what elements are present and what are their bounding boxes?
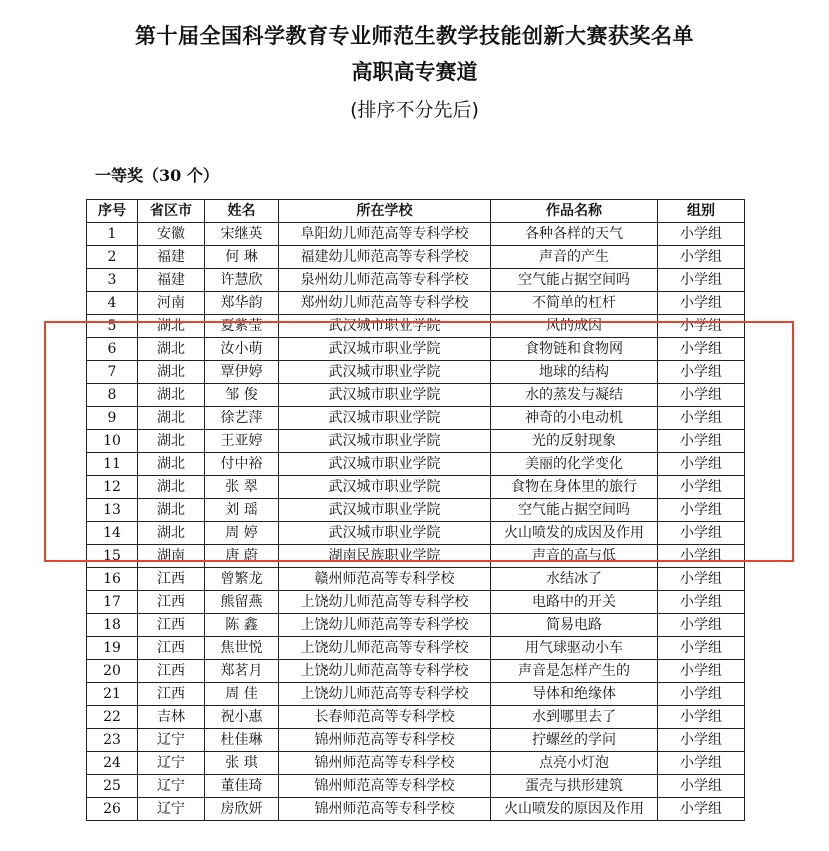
cell-province: 辽宁 bbox=[138, 729, 205, 752]
cell-province: 湖北 bbox=[138, 407, 205, 430]
cell-school: 阜阳幼儿师范高等专科学校 bbox=[279, 223, 491, 246]
cell-work-title: 空气能占据空间吗 bbox=[491, 499, 658, 522]
section-heading: 一等奖（30 个） bbox=[95, 166, 219, 185]
document-note: (排序不分先后) bbox=[350, 99, 479, 121]
cell-province: 湖北 bbox=[138, 453, 205, 476]
cell-school: 上饶幼儿师范高等专科学校 bbox=[279, 660, 491, 683]
cell-name: 唐 蔚 bbox=[205, 545, 279, 568]
cell-province: 湖北 bbox=[138, 315, 205, 338]
cell-group: 小学组 bbox=[658, 269, 745, 292]
cell-group: 小学组 bbox=[658, 292, 745, 315]
cell-work-title: 神奇的小电动机 bbox=[491, 407, 658, 430]
cell-school: 武汉城市职业学院 bbox=[279, 315, 491, 338]
cell-group: 小学组 bbox=[658, 338, 745, 361]
cell-name: 汝小萌 bbox=[205, 338, 279, 361]
cell-name: 宋继英 bbox=[205, 223, 279, 246]
cell-school: 长春师范高等专科学校 bbox=[279, 706, 491, 729]
cell-group: 小学组 bbox=[658, 614, 745, 637]
cell-province: 湖北 bbox=[138, 361, 205, 384]
cell-index: 8 bbox=[87, 384, 138, 407]
cell-index: 11 bbox=[87, 453, 138, 476]
cell-index: 4 bbox=[87, 292, 138, 315]
cell-name: 周 佳 bbox=[205, 683, 279, 706]
cell-work-title: 水到哪里去了 bbox=[491, 706, 658, 729]
header-cell-name: 姓名 bbox=[205, 200, 279, 223]
cell-group: 小学组 bbox=[658, 315, 745, 338]
cell-name: 王亚婷 bbox=[205, 430, 279, 453]
cell-school: 武汉城市职业学院 bbox=[279, 499, 491, 522]
cell-school: 湖南民族职业学院 bbox=[279, 545, 491, 568]
table-row bbox=[87, 637, 745, 660]
cell-school: 郑州幼儿师范高等专科学校 bbox=[279, 292, 491, 315]
cell-index: 3 bbox=[87, 269, 138, 292]
cell-province: 湖北 bbox=[138, 384, 205, 407]
cell-group: 小学组 bbox=[658, 545, 745, 568]
cell-work-title: 水的蒸发与凝结 bbox=[491, 384, 658, 407]
cell-school: 锦州师范高等专科学校 bbox=[279, 729, 491, 752]
cell-work-title: 蛋壳与拱形建筑 bbox=[491, 775, 658, 798]
cell-name: 何 琳 bbox=[205, 246, 279, 269]
cell-index: 21 bbox=[87, 683, 138, 706]
table-row bbox=[87, 775, 745, 798]
cell-group: 小学组 bbox=[658, 706, 745, 729]
cell-work-title: 水结冰了 bbox=[491, 568, 658, 591]
cell-name: 付中裕 bbox=[205, 453, 279, 476]
cell-index: 19 bbox=[87, 637, 138, 660]
cell-group: 小学组 bbox=[658, 476, 745, 499]
cell-province: 辽宁 bbox=[138, 752, 205, 775]
cell-name: 周 婷 bbox=[205, 522, 279, 545]
cell-name: 郑茗月 bbox=[205, 660, 279, 683]
cell-index: 6 bbox=[87, 338, 138, 361]
cell-school: 武汉城市职业学院 bbox=[279, 522, 491, 545]
cell-province: 河南 bbox=[138, 292, 205, 315]
header-cell-group: 组别 bbox=[658, 200, 745, 223]
header-cell-work-title: 作品名称 bbox=[491, 200, 658, 223]
header-cell-school: 所在学校 bbox=[279, 200, 491, 223]
cell-province: 湖北 bbox=[138, 476, 205, 499]
table-row bbox=[87, 614, 745, 637]
cell-school: 武汉城市职业学院 bbox=[279, 430, 491, 453]
cell-name: 董佳琦 bbox=[205, 775, 279, 798]
cell-school: 锦州师范高等专科学校 bbox=[279, 798, 491, 821]
cell-province: 辽宁 bbox=[138, 798, 205, 821]
header-cell-index: 序号 bbox=[87, 200, 138, 223]
cell-name: 张 琪 bbox=[205, 752, 279, 775]
cell-group: 小学组 bbox=[658, 361, 745, 384]
cell-index: 10 bbox=[87, 430, 138, 453]
cell-group: 小学组 bbox=[658, 430, 745, 453]
cell-index: 12 bbox=[87, 476, 138, 499]
cell-index: 2 bbox=[87, 246, 138, 269]
cell-group: 小学组 bbox=[658, 407, 745, 430]
table-row bbox=[87, 752, 745, 775]
header-cell-province: 省区市 bbox=[138, 200, 205, 223]
cell-work-title: 火山喷发的成因及作用 bbox=[491, 522, 658, 545]
cell-province: 江西 bbox=[138, 568, 205, 591]
highlight-box bbox=[44, 321, 794, 562]
cell-school: 上饶幼儿师范高等专科学校 bbox=[279, 614, 491, 637]
table-row bbox=[87, 246, 745, 269]
cell-province: 福建 bbox=[138, 246, 205, 269]
cell-school: 泉州幼儿师范高等专科学校 bbox=[279, 269, 491, 292]
cell-province: 江西 bbox=[138, 614, 205, 637]
cell-name: 陈 鑫 bbox=[205, 614, 279, 637]
table-row bbox=[87, 660, 745, 683]
cell-group: 小学组 bbox=[658, 798, 745, 821]
cell-index: 15 bbox=[87, 545, 138, 568]
cell-work-title: 风的成因 bbox=[491, 315, 658, 338]
cell-name: 曾繁龙 bbox=[205, 568, 279, 591]
cell-group: 小学组 bbox=[658, 568, 745, 591]
cell-work-title: 不简单的杠杆 bbox=[491, 292, 658, 315]
cell-school: 锦州师范高等专科学校 bbox=[279, 775, 491, 798]
table-row bbox=[87, 292, 745, 315]
cell-index: 24 bbox=[87, 752, 138, 775]
cell-school: 上饶幼儿师范高等专科学校 bbox=[279, 683, 491, 706]
cell-index: 18 bbox=[87, 614, 138, 637]
cell-work-title: 食物链和食物网 bbox=[491, 338, 658, 361]
cell-work-title: 食物在身体里的旅行 bbox=[491, 476, 658, 499]
cell-name: 祝小惠 bbox=[205, 706, 279, 729]
cell-province: 湖北 bbox=[138, 499, 205, 522]
cell-province: 江西 bbox=[138, 683, 205, 706]
cell-work-title: 各种各样的天气 bbox=[491, 223, 658, 246]
table-row bbox=[87, 223, 745, 246]
cell-work-title: 电路中的开关 bbox=[491, 591, 658, 614]
cell-group: 小学组 bbox=[658, 384, 745, 407]
cell-index: 26 bbox=[87, 798, 138, 821]
cell-school: 上饶幼儿师范高等专科学校 bbox=[279, 591, 491, 614]
cell-work-title: 用气球驱动小车 bbox=[491, 637, 658, 660]
cell-index: 16 bbox=[87, 568, 138, 591]
cell-work-title: 声音是怎样产生的 bbox=[491, 660, 658, 683]
table-row bbox=[87, 729, 745, 752]
cell-index: 7 bbox=[87, 361, 138, 384]
cell-group: 小学组 bbox=[658, 729, 745, 752]
cell-name: 邹 俊 bbox=[205, 384, 279, 407]
cell-school: 福建幼儿师范高等专科学校 bbox=[279, 246, 491, 269]
cell-group: 小学组 bbox=[658, 660, 745, 683]
cell-province: 江西 bbox=[138, 660, 205, 683]
table-row bbox=[87, 706, 745, 729]
cell-work-title: 美丽的化学变化 bbox=[491, 453, 658, 476]
cell-index: 20 bbox=[87, 660, 138, 683]
cell-index: 22 bbox=[87, 706, 138, 729]
cell-school: 武汉城市职业学院 bbox=[279, 384, 491, 407]
cell-province: 湖北 bbox=[138, 522, 205, 545]
cell-name: 焦世悦 bbox=[205, 637, 279, 660]
cell-work-title: 声音的产生 bbox=[491, 246, 658, 269]
cell-index: 25 bbox=[87, 775, 138, 798]
cell-index: 13 bbox=[87, 499, 138, 522]
cell-province: 湖北 bbox=[138, 338, 205, 361]
cell-school: 武汉城市职业学院 bbox=[279, 407, 491, 430]
cell-index: 23 bbox=[87, 729, 138, 752]
cell-work-title: 简易电路 bbox=[491, 614, 658, 637]
cell-group: 小学组 bbox=[658, 522, 745, 545]
cell-index: 1 bbox=[87, 223, 138, 246]
cell-work-title: 点亮小灯泡 bbox=[491, 752, 658, 775]
cell-group: 小学组 bbox=[658, 591, 745, 614]
table-header-row bbox=[87, 200, 745, 223]
cell-province: 江西 bbox=[138, 637, 205, 660]
cell-province: 福建 bbox=[138, 269, 205, 292]
cell-name: 杜佳琳 bbox=[205, 729, 279, 752]
table-row bbox=[87, 269, 745, 292]
cell-name: 张 翠 bbox=[205, 476, 279, 499]
cell-group: 小学组 bbox=[658, 637, 745, 660]
cell-name: 刘 瑶 bbox=[205, 499, 279, 522]
cell-work-title: 空气能占据空间吗 bbox=[491, 269, 658, 292]
cell-work-title: 拧螺丝的学问 bbox=[491, 729, 658, 752]
cell-group: 小学组 bbox=[658, 223, 745, 246]
cell-school: 武汉城市职业学院 bbox=[279, 338, 491, 361]
cell-school: 赣州师范高等专科学校 bbox=[279, 568, 491, 591]
cell-group: 小学组 bbox=[658, 683, 745, 706]
cell-province: 吉林 bbox=[138, 706, 205, 729]
cell-school: 上饶幼儿师范高等专科学校 bbox=[279, 637, 491, 660]
cell-name: 夏紫莹 bbox=[205, 315, 279, 338]
cell-index: 17 bbox=[87, 591, 138, 614]
cell-work-title: 地球的结构 bbox=[491, 361, 658, 384]
cell-work-title: 光的反射现象 bbox=[491, 430, 658, 453]
document-subtitle: 高职高专赛道 bbox=[351, 59, 478, 84]
cell-group: 小学组 bbox=[658, 453, 745, 476]
cell-province: 江西 bbox=[138, 591, 205, 614]
table-row bbox=[87, 591, 745, 614]
cell-school: 锦州师范高等专科学校 bbox=[279, 752, 491, 775]
table-row bbox=[87, 683, 745, 706]
cell-school: 武汉城市职业学院 bbox=[279, 453, 491, 476]
cell-province: 安徽 bbox=[138, 223, 205, 246]
cell-province: 湖北 bbox=[138, 430, 205, 453]
cell-name: 熊留燕 bbox=[205, 591, 279, 614]
cell-group: 小学组 bbox=[658, 246, 745, 269]
table-row bbox=[87, 568, 745, 591]
cell-index: 5 bbox=[87, 315, 138, 338]
cell-group: 小学组 bbox=[658, 499, 745, 522]
cell-province: 辽宁 bbox=[138, 775, 205, 798]
cell-work-title: 导体和绝缘体 bbox=[491, 683, 658, 706]
cell-name: 徐艺萍 bbox=[205, 407, 279, 430]
cell-group: 小学组 bbox=[658, 752, 745, 775]
cell-index: 14 bbox=[87, 522, 138, 545]
cell-school: 武汉城市职业学院 bbox=[279, 476, 491, 499]
cell-school: 武汉城市职业学院 bbox=[279, 361, 491, 384]
cell-work-title: 火山喷发的原因及作用 bbox=[491, 798, 658, 821]
cell-name: 覃伊婷 bbox=[205, 361, 279, 384]
document-title: 第十届全国科学教育专业师范生教学技能创新大赛获奖名单 bbox=[135, 23, 694, 48]
cell-name: 房欣妍 bbox=[205, 798, 279, 821]
cell-name: 许慧欣 bbox=[205, 269, 279, 292]
table-row bbox=[87, 798, 745, 821]
cell-index: 9 bbox=[87, 407, 138, 430]
cell-work-title: 声音的高与低 bbox=[491, 545, 658, 568]
cell-province: 湖南 bbox=[138, 545, 205, 568]
cell-name: 郑华韵 bbox=[205, 292, 279, 315]
cell-group: 小学组 bbox=[658, 775, 745, 798]
